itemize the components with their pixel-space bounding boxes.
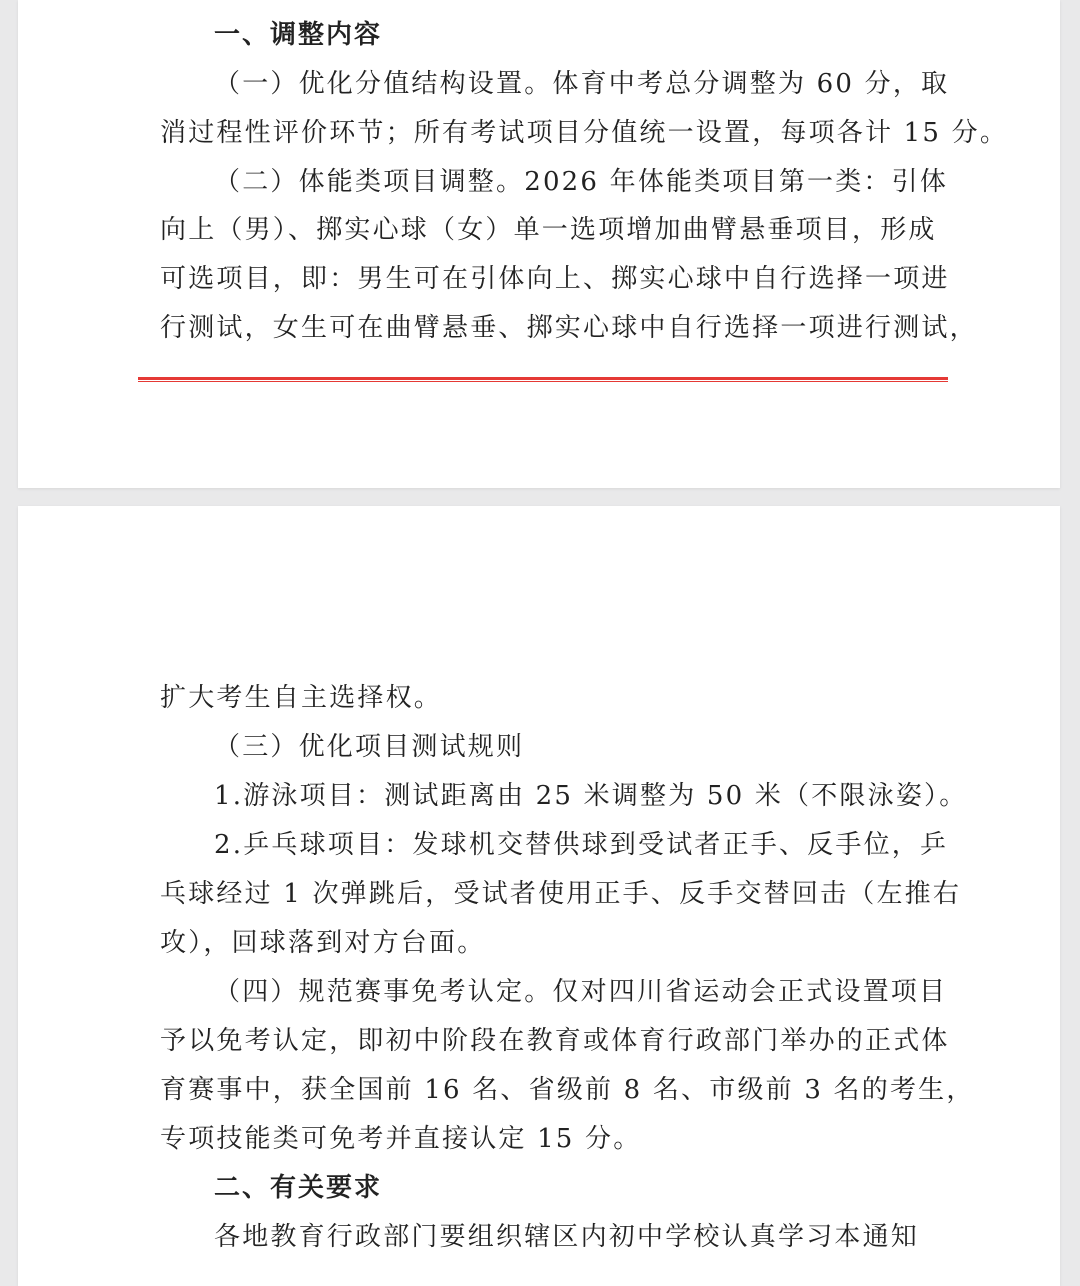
- divider-gap: [138, 380, 948, 381]
- paragraph-line: 专项技能类可免考并直接认定 15 分。: [160, 1124, 642, 1154]
- paragraph-line: 攻），回球落到对方台面。: [160, 928, 486, 958]
- paragraph-line: 1.游泳项目：测试距离由 25 米调整为 50 米（不限泳姿）。: [214, 781, 968, 811]
- paragraph-line: 向上（男）、掷实心球（女）单一选项增加曲臂悬垂项目，形成: [160, 215, 937, 245]
- paragraph-line: 可选项目，即：男生可在引体向上、掷实心球中自行选择一项进: [160, 264, 950, 294]
- paragraph-line: （一）优化分值结构设置。体育中考总分调整为 60 分，取: [214, 69, 950, 99]
- paragraph-line: （四）规范赛事免考认定。仅对四川省运动会正式设置项目: [214, 977, 948, 1007]
- paragraph-line: 扩大考生自主选择权。: [160, 683, 443, 713]
- paragraph-line: 消过程性评价环节；所有考试项目分值统一设置，每项各计 15 分。: [160, 118, 1009, 148]
- paragraph-line: （二）体能类项目调整。2026 年体能类项目第一类：引体: [214, 167, 949, 197]
- paragraph-line: 予以免考认定，即初中阶段在教育或体育行政部门举办的正式体: [160, 1026, 950, 1056]
- paragraph-line: 育赛事中，获全国前 16 名、省级前 8 名、市级前 3 名的考生，: [160, 1075, 975, 1105]
- section-heading-requirements: 二、有关要求: [214, 1173, 383, 1203]
- paragraph-line: 各地教育行政部门要组织辖区内初中学校认真学习本通知: [214, 1222, 920, 1252]
- paragraph-line: 2.乒乓球项目：发球机交替供球到受试者正手、反手位，乒: [214, 830, 949, 860]
- section-heading-adjustments: 一、调整内容: [214, 20, 383, 50]
- paragraph-line: 行测试，女生可在曲臂悬垂、掷实心球中自行选择一项进行测试，: [160, 313, 978, 343]
- document-page-1: [18, 0, 1060, 488]
- paragraph-line: 乓球经过 1 次弹跳后，受试者使用正手、反手交替回击（左推右: [160, 879, 962, 909]
- subsection-heading: （三）优化项目测试规则: [214, 732, 525, 762]
- document-page-2: [18, 506, 1060, 1286]
